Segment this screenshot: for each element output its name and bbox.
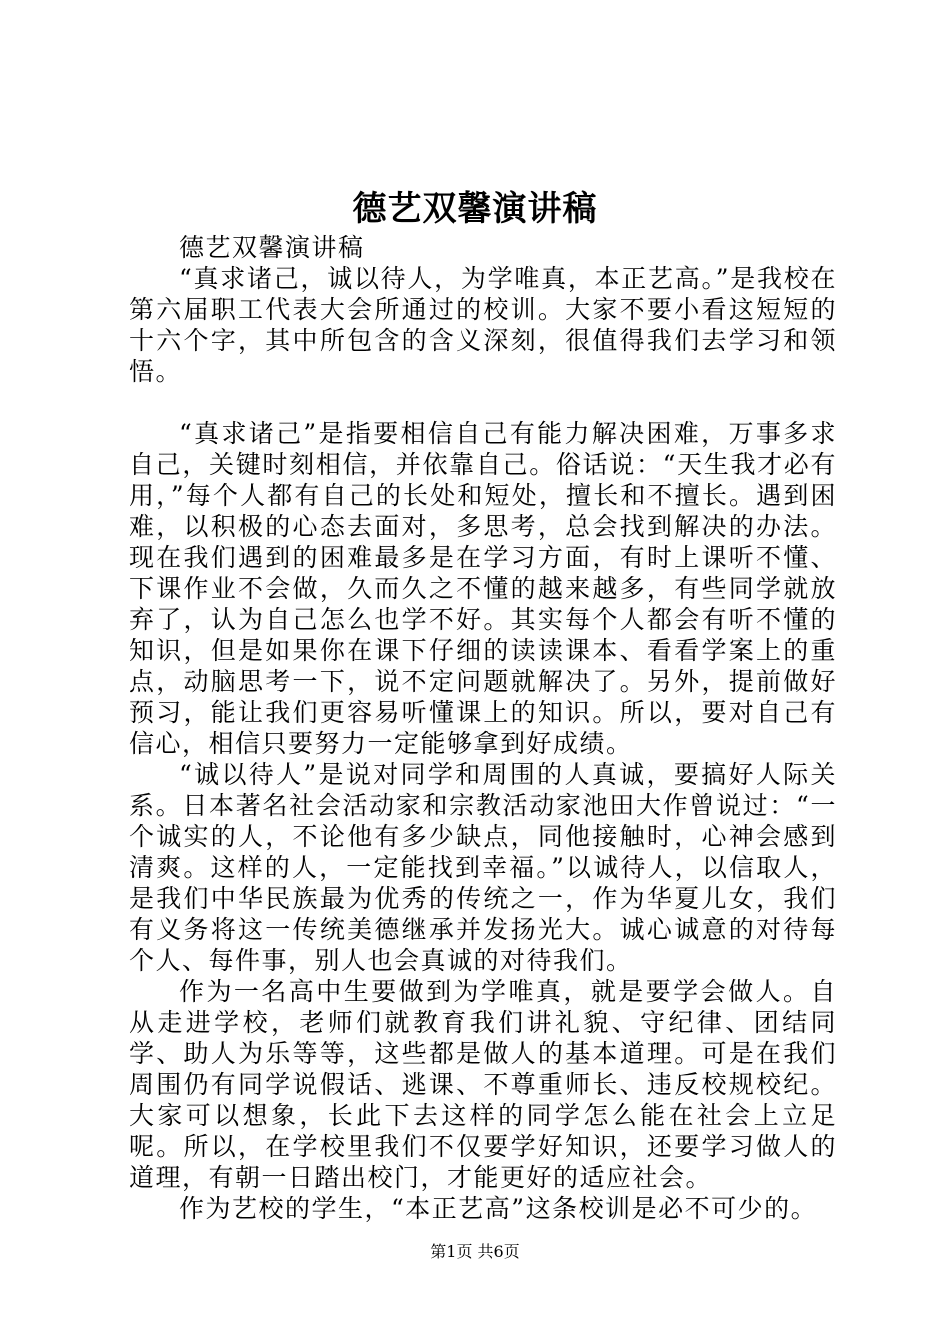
page-number-footer: 第1页 共6页 (430, 1242, 520, 1261)
paragraph-cheng-yi-dai-ren: “诚以待人”是说对同学和周围的人真诚，要搞好人际关系。日本著名社会活动家和宗教活动家池田大作曾说过：“一个诚实的人，不论他有多少缺点，同他接触时，心神会感到清爽。这样的人，一定能找到幸福。”以诚待人，以信取人，是我们中华民族最为优秀的传统之一，作为华夏儿女，我们有义务将这一传统美德继承并发扬光大。诚心诚意的对待每个人、每件事，别人也会真诚的对待我们。 (129, 760, 837, 975)
paragraph-zhen-qiu-zhu-ji: “真求诸己”是指要相信自己有能力解决困难，万事多求自己，关键时刻相信，并依靠自己。俗话说：“天生我才必有用，”每个人都有自己的长处和短处，擅长和不擅长。遇到困难，以积极的心态去面对，多思考，总会找到解决的办法。现在我们遇到的困难最多是在学习方面，有时上课听不懂、下课作业不会做，久而久之不懂的越来越多，有些同学就放弃了，认为自己怎么也学不好。其实每个人都会有听不懂的知识，但是如果你在课下仔细的读读课本、看看学案上的重点，动脑思考一下，说不定问题就解决了。另外，提前做好预习，能让我们更容易听懂课上的知识。所以，要对自己有信心，相信只要努力一定能够拿到好成绩。 (129, 419, 837, 758)
paragraph-ben-zheng-yi-gao: 作为艺校的学生，“本正艺高”这条校训是必不可少的。 (179, 1194, 818, 1223)
document-title: 德艺双馨演讲稿 (352, 189, 598, 229)
paragraph-subtitle: 德艺双馨演讲稿 (179, 233, 365, 262)
paragraph-school-motto: “真求诸己，诚以待人，为学唯真，本正艺高。”是我校在第六届职工代表大会所通过的校训。大家不要小看这短短的十六个字，其中所包含的含义深刻，很值得我们去学习和领悟。 (129, 264, 837, 386)
document-body (129, 232, 837, 1224)
paragraph-wei-xue-wei-zhen: 作为一名高中生要做到为学唯真，就是要学会做人。自从走进学校，老师们就教育我们讲礼貌、守纪律、团结同学、助人为乐等等，这些都是做人的基本道理。可是在我们周围仍有同学说假话、逃课、不尊重师长、违反校规校纪。大家可以想象，长此下去这样的同学怎么能在社会上立足呢。所以，在学校里我们不仅要学好知识，还要学习做人的道理，有朝一日踏出校门，才能更好的适应社会。 (129, 977, 837, 1192)
